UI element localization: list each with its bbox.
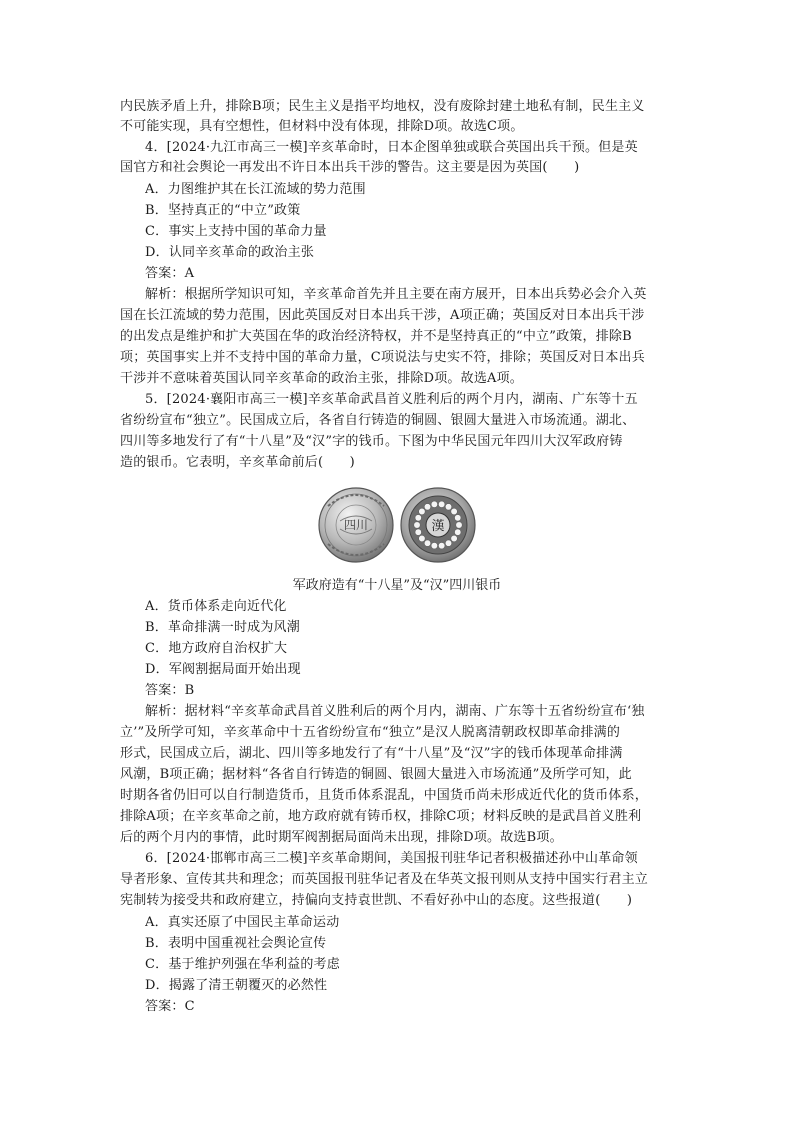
coin-star [419,508,425,514]
q5-stem-line: 5．[2024·襄阳市高三一模]辛亥革命武昌首义胜利后的两个月内，湖南、广东等十五 [145,392,638,407]
coin-star [451,508,457,514]
q4-option-b: B．坚持真正的“中立”政策 [145,203,301,218]
coin-star [415,515,421,521]
q4-stem-line: 国官方和社会舆论一再发出不许日本出兵干涉的警告。这主要是因为英国( ) [120,160,580,175]
coin-obverse-text: 四川 [343,518,369,532]
q6-option-b: B．表明中国重视社会舆论宣传 [145,936,327,951]
q5-stem-line: 四川等多地发行了有“十八星”及“汉”字的钱币。下图为中华民国元年四川大汉军政府铸 [120,434,623,449]
coin-star [456,522,462,528]
q5-stem-line: 造的银币。它表明，辛亥革命前后( ) [120,455,355,470]
coin-star [419,535,425,541]
q4-analysis-line: 项；英国事实上并不支持中国的革命力量，C项说法与史实不符，排除；英国反对日本出兵 [120,350,645,365]
coin-star [445,540,451,546]
coin-star [431,542,437,548]
q4-analysis-line: 国在长江流域的势力范围，因此英国反对日本出兵干涉，A项正确；英国反对日本出兵干涉 [120,308,645,323]
q5-analysis-line: 立’”及所学可知，辛亥革命中十五省纷纷宣布“独立”是汉人脱离清朝政权即革命排满的 [120,725,621,740]
coin-reverse-text: 漢 [431,519,445,534]
figure-caption: 军政府造有“十八星”及“汉”四川银币 [292,578,502,593]
q6-stem-line: 宪制转为接受共和政府建立，持偏向支持袁世凯、不看好孙中山的态度。这些报道( ) [120,893,633,908]
q5-answer: 答案：B [145,683,195,698]
q5-analysis-line: 排除A项；在辛亥革命之前，地方政府就有铸币权，排除C项；材料反映的是武昌首义胜利 [120,809,642,824]
q4-analysis-line: 的出发点是维护和扩大英国在华的政治经济特权，并不是坚持真正的“中立”政策，排除B [120,329,632,344]
q6-option-c: C．基于维护列强在华利益的考虑 [145,957,340,972]
q5-analysis-line: 形式，民国成立后，湖北、四川等多地发行了有“十八星”及“汉”字的钱币体现革命排满 [120,746,623,761]
q6-option-d: D．揭露了清王朝覆灭的必然性 [145,978,328,993]
q5-analysis-line: 风潮，B项正确；据材料“各省自行铸造的铜圆、银圆大量进入市场流通”及所学可知，此 [120,767,632,782]
q5-option-c: C．地方政府自治权扩大 [145,641,288,656]
coin-star [424,504,430,510]
q4-option-d: D．认同辛亥革命的政治主张 [145,245,315,260]
coin-star [414,522,420,528]
q4-answer: 答案：A [145,266,195,281]
q6-option-a: A．真实还原了中国民主革命运动 [145,915,340,930]
q5-analysis-line: 后的两个月内的事情，此时期军阀割据局面尚未出现，排除D项。故选B项。 [120,830,563,845]
coin-star [438,542,444,548]
q4-stem-line: 4．[2024·九江市高三一模]辛亥革命时，日本企图单独或联合英国出兵干预。但是英 [145,140,638,155]
q5-option-a: A．货币体系走向近代化 [145,599,287,614]
coin-star [415,529,421,535]
coin-figure [318,476,478,574]
coin-star [445,504,451,510]
q4-option-c: C．事实上支持中国的革命力量 [145,224,327,239]
q4-analysis-line: 解析：根据所学知识可知，辛亥革命首先并且主要在南方展开，日本出兵势必会介入英 [145,287,647,302]
q5-analysis-line: 时期各省仍旧可以自行制造货币，且货币体系混乱，中国货币尚未形成近代化的货币体系， [120,788,649,803]
q6-stem-line: 6．[2024·邯郸市高三二模]辛亥革命期间，美国报刊驻华记者积极描述孙中山革命领 [145,851,638,866]
q5-option-d: D．军阀割据局面开始出现 [145,662,301,677]
q5-option-b: B．革命排满一时成为风潮 [145,620,300,635]
coin-star [424,540,430,546]
coin-star [451,535,457,541]
coin-star [431,501,437,507]
q4-analysis-line: 干涉并不意味着英国认同辛亥革命的政治主张，排除D项。故选A项。 [120,371,524,386]
q5-analysis-line: 解析：据材料“辛亥革命武昌首义胜利后的两个月内，湖南、广东等十五省纷纷宣布‘独 [145,704,645,719]
q4-option-a: A．力图维护其在长江流域的势力范围 [145,182,366,197]
q5-stem-line: 省纷纷宣布“独立”。民国成立后，各省自行铸造的铜圆、银圆大量进入市场流通。湖北、 [120,413,636,428]
coin-star [455,515,461,521]
intro-line: 不可能实现，具有空想性，但材料中没有体现，排除D项。故选C项。 [120,119,524,134]
coin-star [455,529,461,535]
intro-line: 内民族矛盾上升，排除B项；民生主义是指平均地权，没有废除封建土地私有制，民生主义 [120,99,645,114]
q6-answer: 答案：C [145,999,195,1014]
q6-stem-line: 导者形象、宣传其共和理念；而英国报刊驻华记者及在华英文报刊则从支持中国实行君主立 [120,872,649,887]
coin-star [438,501,444,507]
